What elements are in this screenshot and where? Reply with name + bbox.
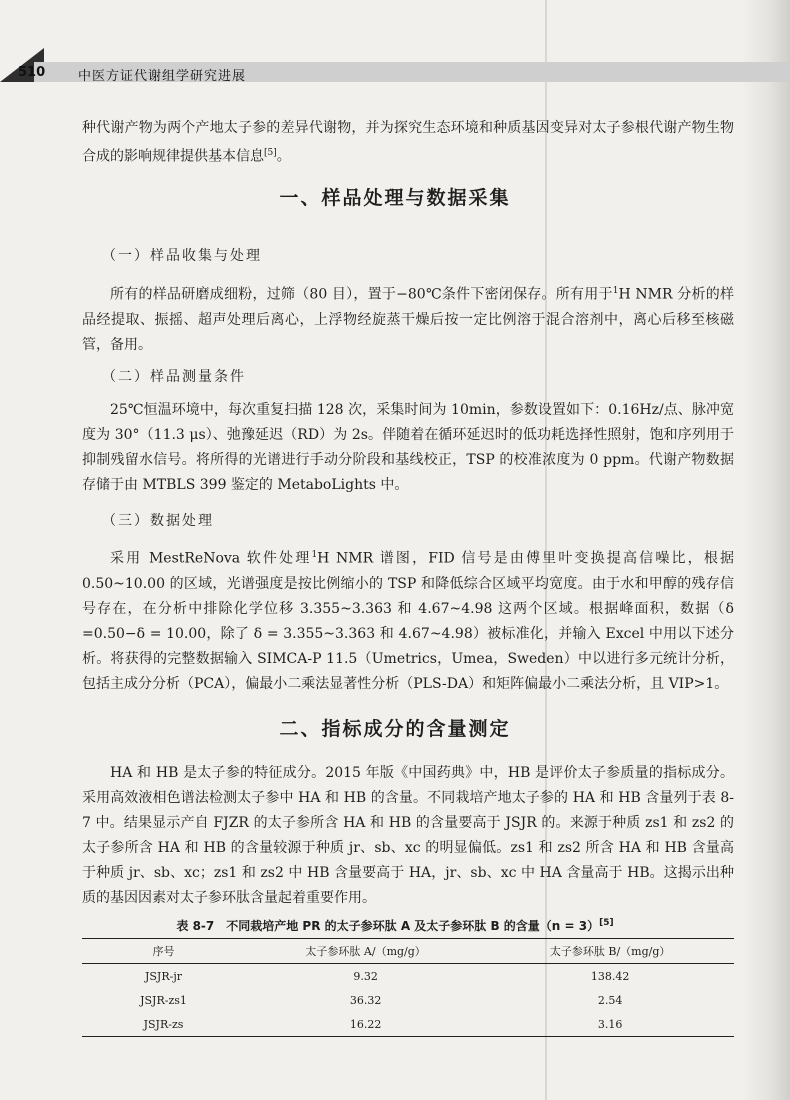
table-header-cell: 太子参环肽 B/（mg/g） <box>486 939 734 964</box>
table-cell: JSJR-zs1 <box>140 993 187 1007</box>
subsection-1-heading: （一）样品收集与处理 <box>102 248 262 264</box>
table-cell: JSJR-zs <box>82 1012 245 1037</box>
sub1-superscript: 1 <box>612 286 619 296</box>
subsection-3-paragraph <box>82 543 734 697</box>
intro-paragraph <box>82 116 734 170</box>
subsection-1-paragraph <box>82 279 734 358</box>
sub3-text-b: H NMR 谱图，FID 信号是由傅里叶变换提高信噪比，根据 0.50~10.00 的区域，光谱强度是按比例缩小的 TSP 和降低综合区域平均宽度。由于水和甲醇的残存信号存在，在分析中排除化学位移 3.355~3.363 和 4.67~4.98 这两个区域。根据峰面积，数据（δ =0.50−δ = 10.00，除了 δ = 3.355~3.363 和 4.67~4.98）被标准化，并输入 Excel 中用以下述分析。将获得的完整数据输入 SIMCA-P 11.5（Umetrics，Umea，Sweden）中以进行多元统计分析，包括主成分分析（PCA），偏最小二乘法显著性分析（PLS-DA）和矩阵偏最小二乘法分析，且 VIP>1。 <box>82 550 735 692</box>
intro-reference: [5] <box>264 148 277 158</box>
sub3-text-a: 采用 MestReNova 软件处理 <box>110 550 312 567</box>
section-1-heading: 一、样品处理与数据采集 <box>279 187 511 209</box>
table-cell: 9.32 <box>353 969 378 983</box>
table-cell: 16.22 <box>245 1012 486 1037</box>
intro-text: 种代谢产物为两个产地太子参的差异代谢物，并为探究生态环境和种质基因变异对太子参根代谢产物生物合成的影响规律提供基本信息 <box>82 120 734 165</box>
section-2-paragraph <box>82 761 734 911</box>
table-cell: 2.54 <box>597 993 623 1007</box>
sub1-text-a: 所有的样品研磨成细粉，过筛（80 目），置于−80℃条件下密闭保存。所有用于 <box>110 286 613 303</box>
subsection-3-heading: （三）数据处理 <box>102 513 214 529</box>
table-cell: 36.32 <box>349 993 382 1007</box>
page-edge-shadow <box>742 0 790 1100</box>
table-header-cell: 太子参环肽 A/（mg/g） <box>245 939 486 964</box>
table-cell: 3.16 <box>486 1012 734 1037</box>
table-caption-reference: [5] <box>599 918 614 928</box>
table-header-cell: 序号 <box>82 939 245 964</box>
table-cell: 138.42 <box>590 969 630 983</box>
section-2-heading: 二、指标成分的含量测定 <box>279 718 511 740</box>
intro-end: 。 <box>276 148 291 165</box>
book-title: 中医方证代谢组学研究进展 <box>78 69 247 84</box>
subsection-2-heading: （二）样品测量条件 <box>102 369 246 385</box>
sub2-text: 25℃恒温环境中，每次重复扫描 128 次，采集时间为 10min，参数设置如下：0.16Hz/点、脉冲宽度为 30°（11.3 μs）、弛豫延迟（RD）为 2s。伴随着在循环延迟时的低功耗选择性照射，饱和序列用于抑制残留水信号。将所得的光谱进行手动分阶段和基线校正，TSP 的校准浓度为 0 ppm。代谢产物数据存储于由 MTBLS 399 鉴定的 MetaboLights 中。 <box>82 402 734 493</box>
section-2-text: HA 和 HB 是太子参的特征成分。2015 年版《中国药典》中，HB 是评价太子参质量的指标成分。采用高效液相色谱法检测太子参中 HA 和 HB 的含量。不同栽培产地太子参的 HA 和 HB 含量列于表 8-7 中。结果显示产自 FJZR 的太子参所含 HA 和 HB 的含量要高于 JSJR 的。来源于种质 zs1 和 zs2 的太子参所含 HA 和 HB 的含量较源于种质 jr、sb、xc 的明显偏低。zs1 和 zs2 所含 HA 和 HB 含量高于种质 jr、sb、xc；zs1 和 zs2 中 HB 含量要高于 HA，jr、sb、xc 中 HA 含量高于 HB。这揭示出种质的基因因素对太子参环肽含量起着重要作用。 <box>82 765 734 906</box>
running-header <box>0 48 790 82</box>
content-table <box>82 938 734 1037</box>
sub1-text-b: H NMR 分析的样品经提取、振摇、超声处理后离心，上浮物经旋蒸干燥后按一定比例溶于混合溶剂中，离心后移至核磁管，备用。 <box>82 286 734 353</box>
table-row <box>82 964 734 989</box>
sub3-superscript: 1 <box>311 550 318 560</box>
page-number: 510 <box>18 65 46 80</box>
table-header-row <box>82 939 734 964</box>
table-caption <box>0 917 790 934</box>
table-row <box>82 1012 734 1037</box>
subsection-2-paragraph <box>82 398 734 498</box>
table-row <box>82 988 734 1012</box>
table-cell: JSJR-jr <box>144 969 183 983</box>
table-caption-text: 表 8-7 不同栽培产地 PR 的太子参环肽 A 及太子参环肽 B 的含量（n = 3） <box>176 919 600 933</box>
